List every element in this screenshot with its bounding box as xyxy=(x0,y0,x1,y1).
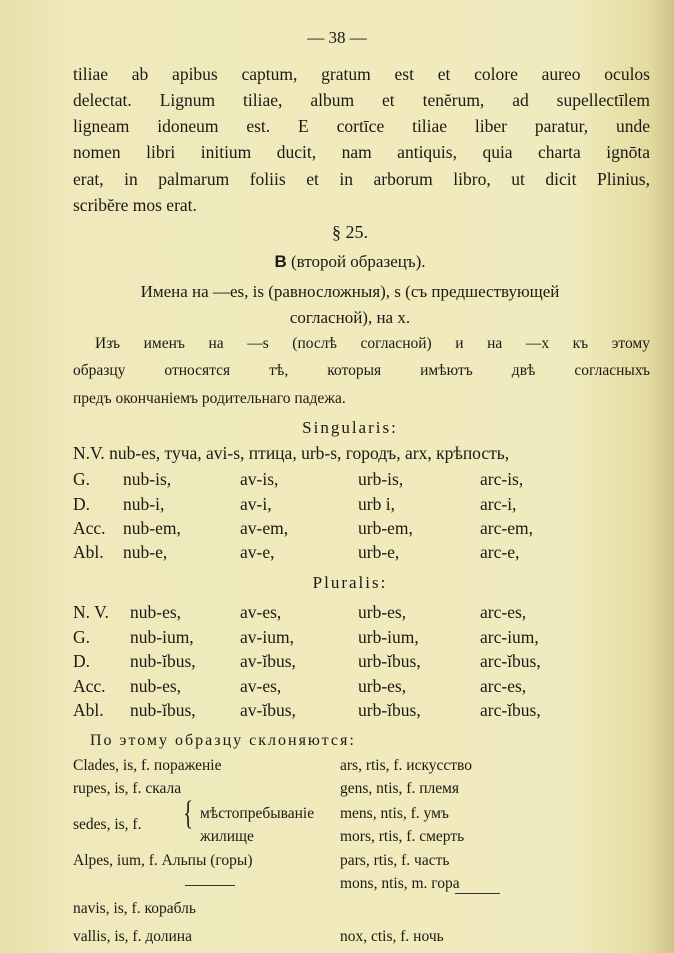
declension-form: nub-i, xyxy=(123,494,165,514)
declension-form: urb-is, xyxy=(358,469,404,489)
declension-form: nub-em, xyxy=(123,518,181,538)
paragraph-line: tiliae ab apibus captum, gratum est et colore aureo oculos xyxy=(73,64,650,84)
example-left: rupes, is, f. скала xyxy=(73,780,182,797)
example-left: navis, is, f. корабль xyxy=(73,900,196,917)
declension-form: av-is, xyxy=(240,469,279,489)
declension-form: av-es, xyxy=(240,602,282,622)
declension-form: av-ium, xyxy=(240,627,294,647)
declension-form: urb i, xyxy=(358,494,395,514)
brace: { xyxy=(183,795,194,832)
declension-form: urb-es, xyxy=(358,676,407,696)
divider xyxy=(455,893,500,894)
section-number: § 25. xyxy=(332,222,368,242)
declension-form: av-i, xyxy=(240,494,272,514)
declension-form: urb-e, xyxy=(358,542,400,562)
paragraph-line: delectat. Lignum tiliae, album et tenĕrum, ad supellectīlem xyxy=(73,90,650,110)
pluralis-title: Pluralis: xyxy=(312,573,388,592)
declension-form: nub-is, xyxy=(123,469,172,489)
case-label: Abl. xyxy=(73,700,104,720)
declension-form: av-ĭbus, xyxy=(240,651,296,671)
declension-form: arc-ĭbus, xyxy=(480,700,541,720)
declension-form: arc-es, xyxy=(480,676,527,696)
case-label: N. V. xyxy=(73,602,109,622)
paragraph-line: ligneam idoneum est. E cortīce tiliae liber paratur, unde xyxy=(73,116,650,136)
declension-form: arc-ium, xyxy=(480,627,539,647)
sedes-word: sedes, is, f. xyxy=(73,816,142,833)
paragraph-line: erat, in palmarum foliis et in arborum libro, ut dicit Plinius, xyxy=(73,169,650,189)
declension-form: urb-em, xyxy=(358,518,413,538)
case-label: G. xyxy=(73,627,91,647)
declension-form: nub-es, xyxy=(130,676,182,696)
intro-line: образцу относятся тѣ, которыя имѣютъ двѣ согласныхъ xyxy=(73,362,650,379)
intro-line: предъ окончаніемъ родительнаго падежа. xyxy=(73,390,346,407)
singularis-title: Singularis: xyxy=(302,418,398,437)
page-number: — 38 — xyxy=(307,28,367,47)
declension-form: nub-ĭbus, xyxy=(130,700,196,720)
declension-form: av-ĭbus, xyxy=(240,700,296,720)
declension-form: arc-e, xyxy=(480,542,520,562)
divider xyxy=(185,885,235,886)
heading-line: согласной), на x. xyxy=(289,308,411,327)
declension-form: arc-es, xyxy=(480,602,527,622)
subtitle-letter: B xyxy=(274,252,287,271)
paragraph-line: scribĕre mos erat. xyxy=(73,195,197,215)
declension-form: av-e, xyxy=(240,542,275,562)
case-label: Acc. xyxy=(73,676,106,696)
case-label: Abl. xyxy=(73,542,104,562)
declension-form: nub-es, xyxy=(130,602,182,622)
sedes-meaning: мѣстопребываніе xyxy=(200,805,315,822)
subtitle xyxy=(60,252,640,272)
examples-title: По этому образцу склоняются: xyxy=(90,732,356,749)
declension-form: nub-ĭbus, xyxy=(130,651,196,671)
declension-form: av-es, xyxy=(240,676,282,696)
declension-form: arc-is, xyxy=(480,469,524,489)
example-right: nox, ctis, f. ночь xyxy=(340,928,444,945)
sedes-meaning: жилище xyxy=(200,828,254,845)
example-left: Alpes, ium, f. Альпы (горы) xyxy=(73,852,253,869)
example-right: mens, ntis, f. умъ xyxy=(340,805,449,822)
declension-form: urb-es, xyxy=(358,602,407,622)
singularis-nominative-row: N.V. nub-es, туча, avi-s, птица, urb-s, городъ, arx, крѣпость, xyxy=(73,443,510,463)
example-right: ars, rtis, f. искусство xyxy=(340,757,473,774)
case-label: D. xyxy=(73,494,91,514)
declension-form: arc-i, xyxy=(480,494,517,514)
intro-line: Изъ именъ на —s (послѣ согласной) и на —x къ этому xyxy=(95,335,650,352)
case-label: Acc. xyxy=(73,518,106,538)
example-right: mons, ntis, m. гора xyxy=(340,875,460,892)
case-label: G. xyxy=(73,469,91,489)
declension-form: arc-em, xyxy=(480,518,533,538)
paragraph-line: nomen libri initium ducit, nam antiquis, quia charta ignōta xyxy=(73,142,650,162)
example-left: Clades, is, f. пораженіе xyxy=(73,757,222,774)
example-left: vallis, is, f. долина xyxy=(73,928,192,945)
declension-form: nub-e, xyxy=(123,542,168,562)
subtitle-text: (второй образецъ). xyxy=(286,252,426,271)
declension-form: urb-ium, xyxy=(358,627,419,647)
case-label: D. xyxy=(73,651,91,671)
example-right: gens, ntis, f. племя xyxy=(340,780,460,797)
declension-form: urb-ĭbus, xyxy=(358,651,421,671)
declension-form: urb-ĭbus, xyxy=(358,700,421,720)
example-right: mors, rtis, f. смерть xyxy=(340,828,465,845)
declension-form: av-em, xyxy=(240,518,289,538)
declension-form: nub-ium, xyxy=(130,627,194,647)
example-right: pars, rtis, f. часть xyxy=(340,852,450,869)
declension-form: arc-ĭbus, xyxy=(480,651,541,671)
heading-line: Имена на —es, is (равносложныя), s (съ предшествующей xyxy=(140,282,560,301)
